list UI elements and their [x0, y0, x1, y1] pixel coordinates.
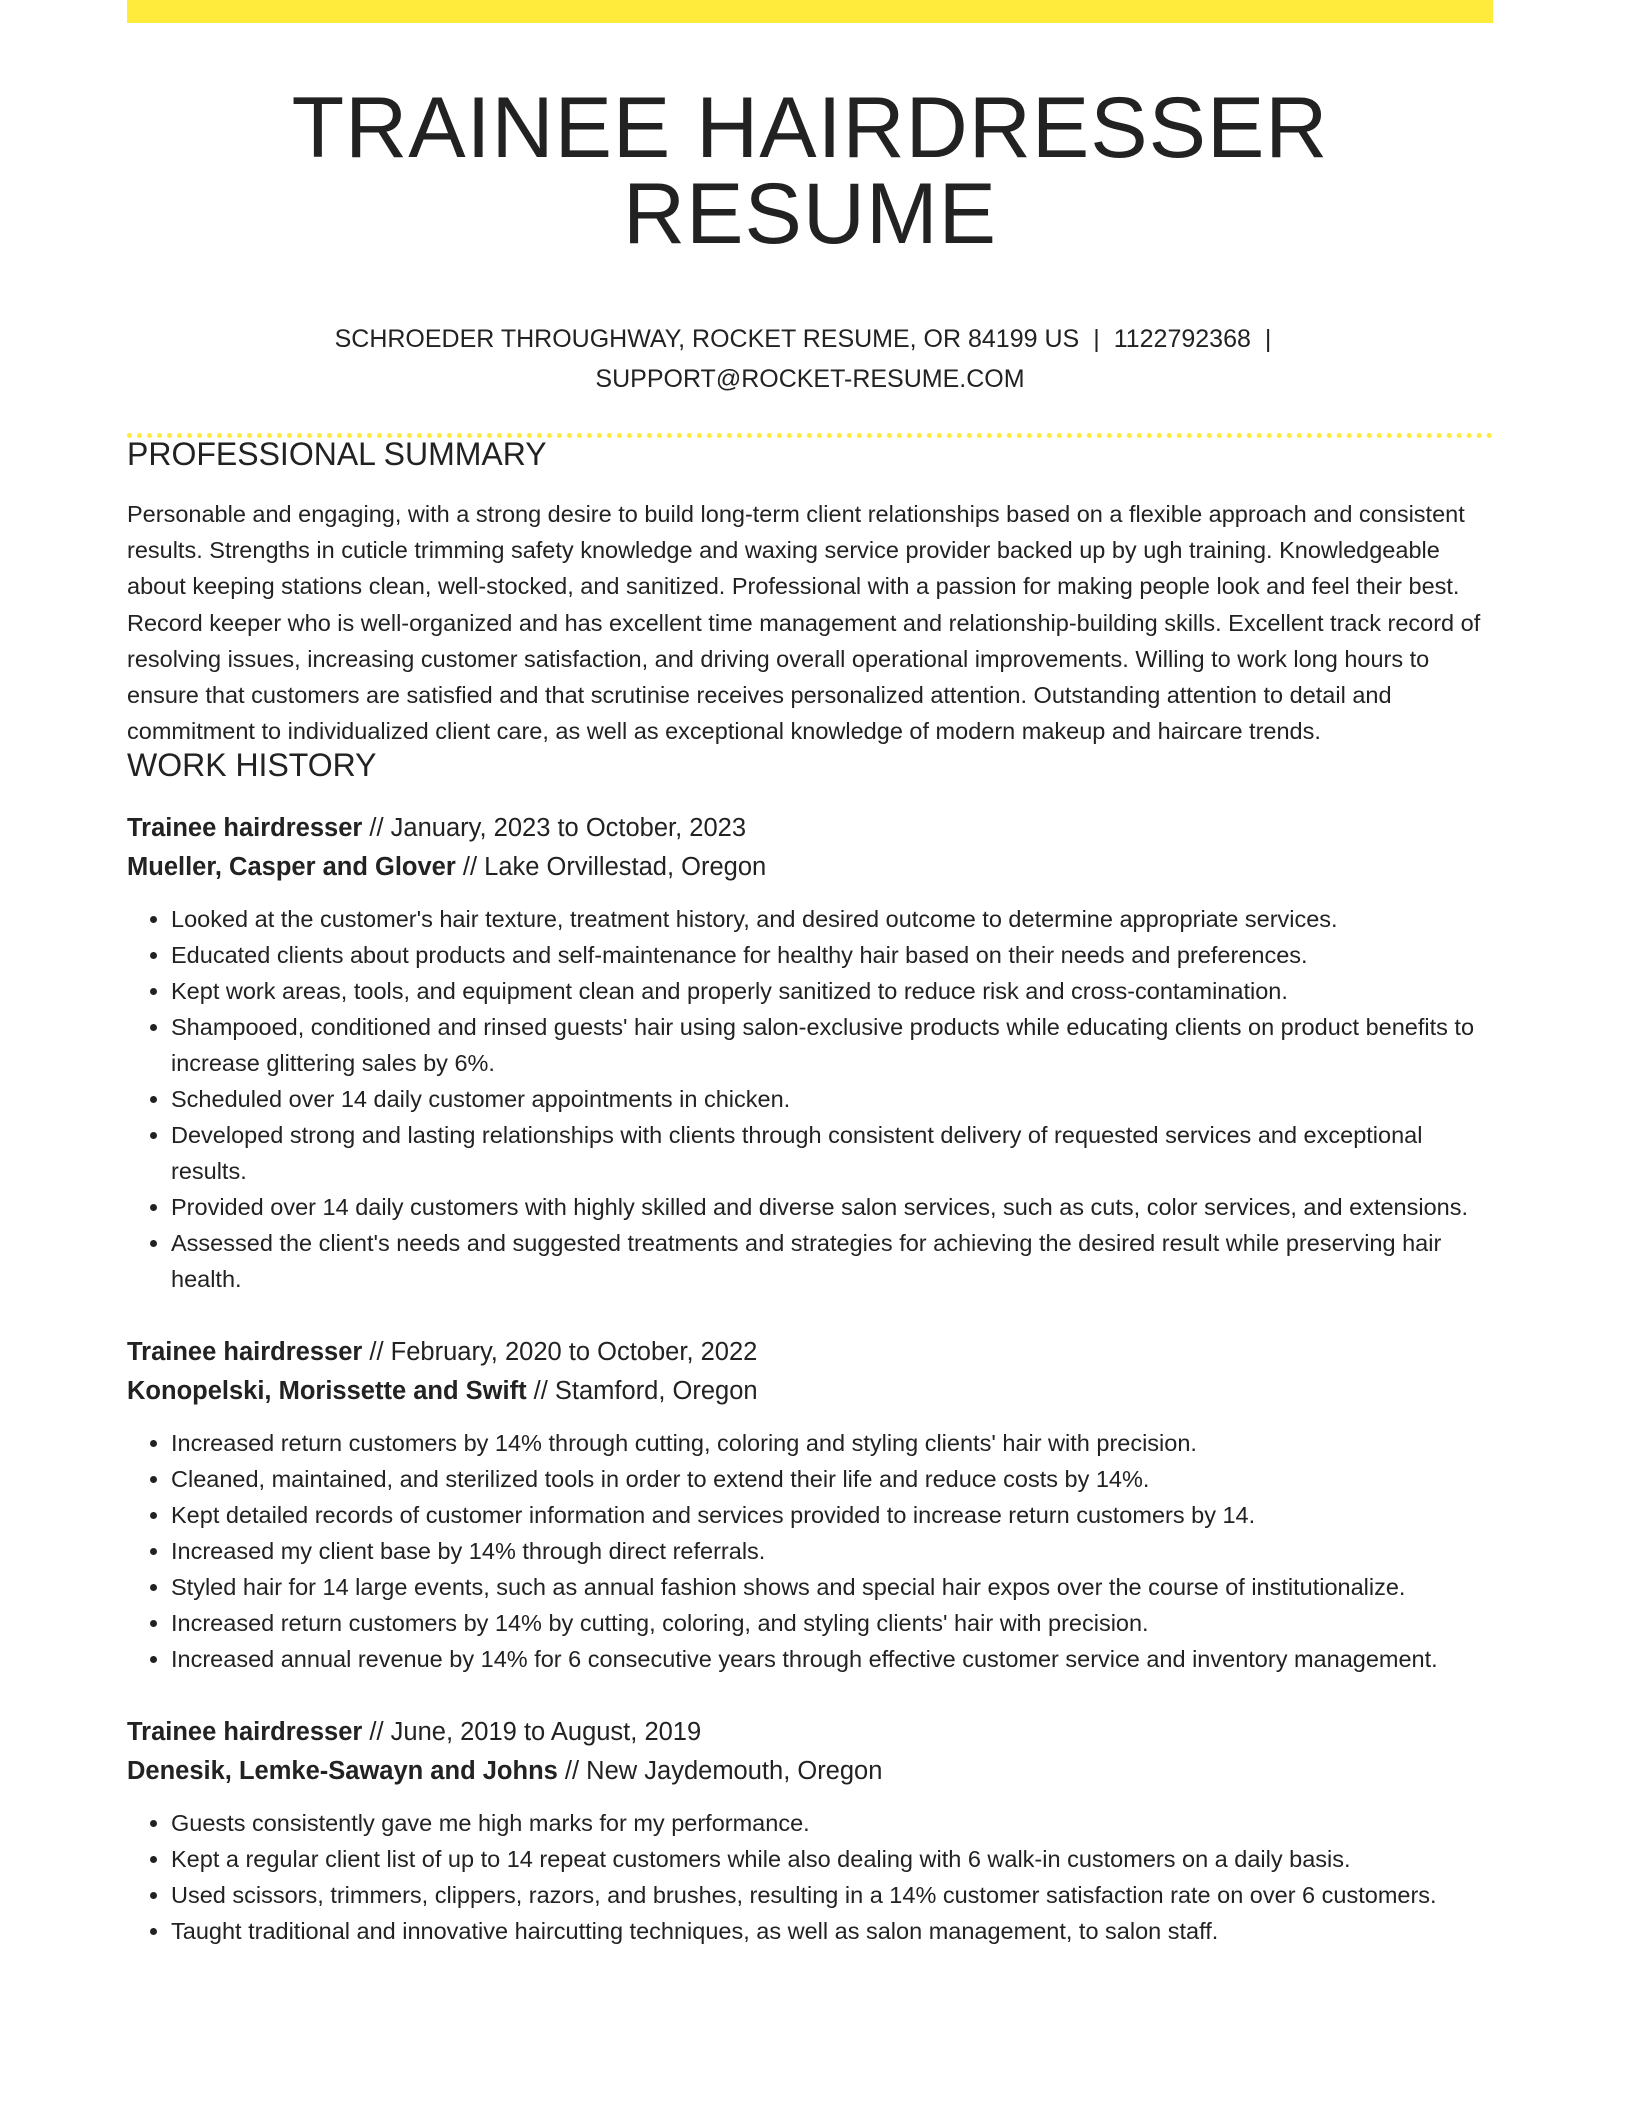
job-bullet-list [127, 901, 1493, 1297]
job-bullet: • Kept work areas, tools, and equipment clean and properly sanitized to reduce risk and cross-contamination. [171, 973, 1493, 1009]
job-bullet-list [127, 1805, 1493, 1949]
job-bullet: • Provided over 14 daily customers with highly skilled and diverse salon services, such as cuts, color services, and extensions. [171, 1189, 1493, 1225]
job-location: // Lake Orvillestad, Oregon [462, 853, 767, 882]
job-dates: // June, 2019 to August, 2019 [369, 1718, 702, 1747]
job-bullet: • Cleaned, maintained, and sterilized tools in order to extend their life and reduce costs by 14%. [171, 1461, 1493, 1497]
contact-address: SCHROEDER THROUGHWAY, ROCKET RESUME, OR 84199 US [334, 325, 1080, 353]
job-dates: // January, 2023 to October, 2023 [369, 814, 747, 843]
job-bullet: • Increased return customers by 14% through cutting, coloring and styling clients' hair with precision. [171, 1425, 1493, 1461]
job-company: Konopelski, Morissette and Swift [127, 1377, 527, 1406]
contact-block [127, 319, 1493, 399]
job-title: Trainee hairdresser [127, 1718, 363, 1747]
job-company: Mueller, Casper and Glover [127, 853, 456, 882]
accent-top-bar [127, 0, 1493, 23]
job-dates: // February, 2020 to October, 2022 [369, 1338, 758, 1367]
summary-text: Personable and engaging, with a strong desire to build long-term client relationships based on a flexible approach and consistent results. Strengths in cuticle trimming safety knowledge and waxing service provider backed up by ugh training. Knowledgeable about keeping stations clean, well-stocked, and sanitized. Professional with a passion for making people look and feel their best. Record keeper who is well-organized and has excellent time management and relationship-building skills. Excellent track record of resolving issues, increasing customer satisfaction, and driving overall operational improvements. Willing to work long hours to ensure that customers are satisfied and that scrutinise receives personalized attention. Outstanding attention to detail and commitment to individualized client care, as well as exceptional knowledge of modern makeup and haircare trends. [127, 501, 1481, 745]
job-bullet-list [127, 1425, 1493, 1677]
job-bullet: • Guests consistently gave me high marks for my performance. [171, 1805, 1493, 1841]
job-company-line [127, 1372, 1493, 1411]
contact-separator: | [1264, 325, 1272, 353]
contact-line-2 [127, 359, 1493, 399]
job-bullet: • Styled hair for 14 large events, such as annual fashion shows and special hair expos over the course of institutionalize. [171, 1569, 1493, 1605]
job-title-line [127, 1333, 1493, 1372]
job-title-line [127, 1713, 1493, 1752]
job-entry [127, 1713, 1493, 1949]
job-location: // Stamford, Oregon [533, 1377, 758, 1406]
job-company-line [127, 1752, 1493, 1791]
summary-heading: PROFESSIONAL SUMMARY [127, 436, 547, 472]
job-bullet: • Increased annual revenue by 14% for 6 consecutive years through effective customer service and inventory management. [171, 1641, 1493, 1677]
job-bullet: • Developed strong and lasting relationships with clients through consistent delivery of requested services and exceptional results. [171, 1117, 1493, 1189]
job-title: Trainee hairdresser [127, 814, 363, 843]
job-company-line [127, 848, 1493, 887]
job-bullet: • Educated clients about products and self-maintenance for healthy hair based on their needs and preferences. [171, 937, 1493, 973]
job-entry [127, 809, 1493, 1297]
job-bullet: • Looked at the customer's hair texture, treatment history, and desired outcome to determine appropriate services. [171, 901, 1493, 937]
job-bullet: • Kept a regular client list of up to 14 repeat customers while also dealing with 6 walk-in customers on a daily basis. [171, 1841, 1493, 1877]
job-bullet: • Shampooed, conditioned and rinsed guests' hair using salon-exclusive products while educating clients on product benefits to increase glittering sales by 6%. [171, 1009, 1493, 1081]
job-title: Trainee hairdresser [127, 1338, 363, 1367]
contact-separator: | [1093, 325, 1100, 353]
job-bullet: • Taught traditional and innovative haircutting techniques, as well as salon management, to salon staff. [171, 1913, 1493, 1949]
job-bullet: • Increased my client base by 14% through direct referrals. [171, 1533, 1493, 1569]
job-bullet: • Used scissors, trimmers, clippers, razors, and brushes, resulting in a 14% customer satisfaction rate on over 6 customers. [171, 1877, 1493, 1913]
job-location: // New Jaydemouth, Oregon [564, 1757, 883, 1786]
work-history-heading: WORK HISTORY [127, 747, 377, 784]
job-company: Denesik, Lemke-Sawayn and Johns [127, 1757, 558, 1786]
job-bullet: • Kept detailed records of customer information and services provided to increase return customers by 14. [171, 1497, 1493, 1533]
job-entry [127, 1333, 1493, 1677]
contact-phone: 1122792368 [1113, 325, 1251, 353]
contact-email: SUPPORT@ROCKET-RESUME.COM [595, 365, 1025, 393]
work-history-list [127, 809, 1493, 1949]
resume-page [127, 0, 1493, 1949]
job-bullet: • Scheduled over 14 daily customer appointments in chicken. [171, 1081, 1493, 1117]
job-bullet: • Increased return customers by 14% by cutting, coloring, and styling clients' hair with precision. [171, 1605, 1493, 1641]
job-title-line [127, 809, 1493, 848]
resume-title: TRAINEE HAIRDRESSER RESUME [291, 80, 1329, 262]
contact-line-1 [127, 319, 1493, 359]
job-bullet: • Assessed the client's needs and suggested treatments and strategies for achieving the desired result while preserving hair health. [171, 1225, 1493, 1297]
